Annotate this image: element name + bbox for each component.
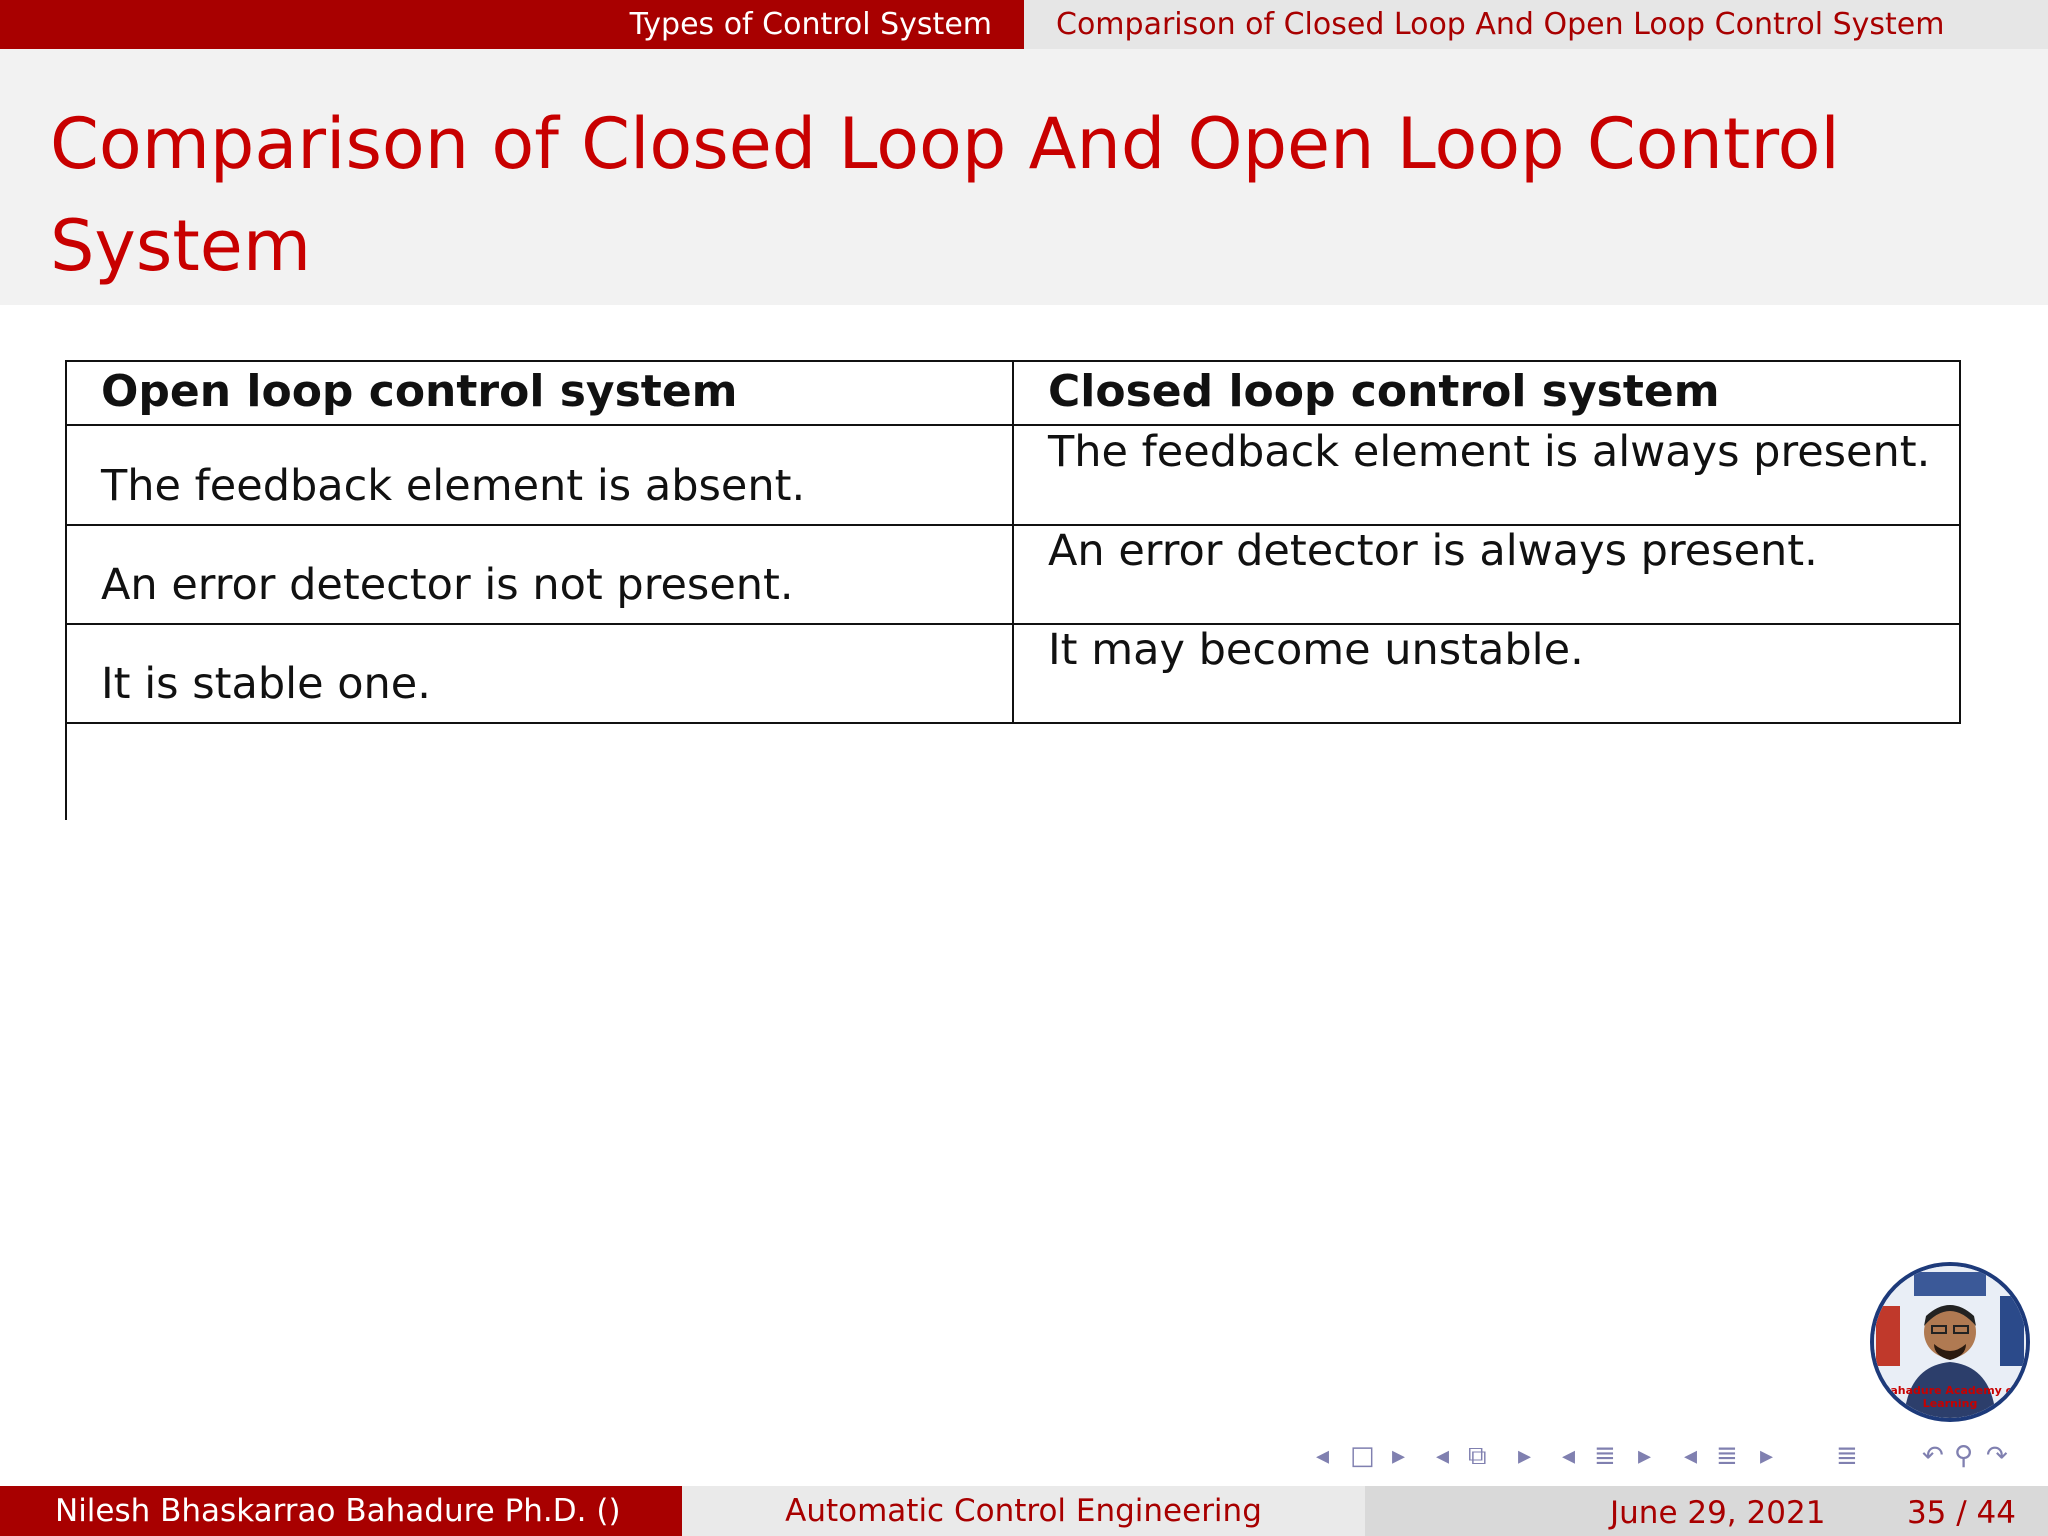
nav-section-next-icon[interactable]: ▸ xyxy=(1638,1441,1652,1471)
page-title-line-2: System xyxy=(50,205,312,287)
nav-subsection-icon[interactable]: ⧉ xyxy=(1468,1440,1487,1471)
nav-section-label: Types of Control System xyxy=(629,7,992,42)
page-title xyxy=(50,93,1950,297)
frame-title-band xyxy=(0,49,2048,305)
nav-subsection-prev-icon[interactable]: ◂ xyxy=(1436,1441,1450,1471)
nav-frame-prev-icon[interactable]: ◂ xyxy=(1316,1441,1330,1471)
table-right-border xyxy=(1959,360,1961,724)
logo-caption: Bahadure Academy of Learning xyxy=(1881,1384,2019,1410)
nav-search-icon[interactable]: ⚲ xyxy=(1954,1441,1974,1471)
academy-logo xyxy=(1870,1262,2030,1422)
table-cell-open-row-3: It is stable one. xyxy=(101,659,431,709)
nav-appendix-icon[interactable]: ≣ xyxy=(1836,1441,1858,1471)
footer-course-label: Automatic Control Engineering xyxy=(785,1493,1262,1529)
footer-date: June 29, 2021 xyxy=(1610,1495,1826,1531)
nav-section-prev-icon[interactable]: ◂ xyxy=(1562,1441,1576,1471)
table-header-closed-loop: Closed loop control system xyxy=(1048,366,1720,417)
nav-frame-next-icon[interactable]: ▸ xyxy=(1392,1441,1406,1471)
footer-bar xyxy=(0,1486,2048,1536)
table-cell-closed-row-2: An error detector is always present. xyxy=(1048,526,1818,576)
table-cell-open-row-1: The feedback element is absent. xyxy=(101,461,806,511)
table-left-border xyxy=(65,360,67,820)
nav-subsection-link[interactable] xyxy=(1024,0,2048,49)
comparison-table xyxy=(65,360,1961,720)
footer-course xyxy=(682,1486,1365,1536)
nav-section-icon[interactable]: ≣ xyxy=(1594,1441,1616,1471)
nav-forward-icon[interactable]: ↷ xyxy=(1986,1441,2008,1471)
table-header-open-loop: Open loop control system xyxy=(101,366,738,417)
footer-page-number: 35 / 44 xyxy=(1906,1495,2016,1531)
nav-section-link[interactable] xyxy=(0,0,1024,49)
nav-doc-icon[interactable]: ≣ xyxy=(1716,1441,1738,1471)
nav-back-icon[interactable]: ↶ xyxy=(1922,1441,1944,1471)
nav-doc-prev-icon[interactable]: ◂ xyxy=(1684,1441,1698,1471)
nav-frame-icon[interactable]: □ xyxy=(1350,1441,1375,1471)
table-cell-closed-row-3: It may become unstable. xyxy=(1048,625,1584,675)
table-cell-closed-row-1: The feedback element is always present. xyxy=(1048,427,1931,477)
nav-subsection-label: Comparison of Closed Loop And Open Loop Control System xyxy=(1056,7,1945,42)
nav-doc-next-icon[interactable]: ▸ xyxy=(1760,1441,1774,1471)
table-column-divider xyxy=(1012,360,1014,724)
top-navigation-bar xyxy=(0,0,2048,49)
footer-date-page xyxy=(1365,1486,2048,1536)
nav-subsection-next-icon[interactable]: ▸ xyxy=(1518,1441,1532,1471)
table-cell-open-row-2: An error detector is not present. xyxy=(101,560,794,610)
footer-author xyxy=(0,1486,682,1536)
page-title-line-1: Comparison of Closed Loop And Open Loop Control xyxy=(50,103,1840,185)
footer-author-label: Nilesh Bhaskarrao Bahadure Ph.D. () xyxy=(55,1493,621,1529)
